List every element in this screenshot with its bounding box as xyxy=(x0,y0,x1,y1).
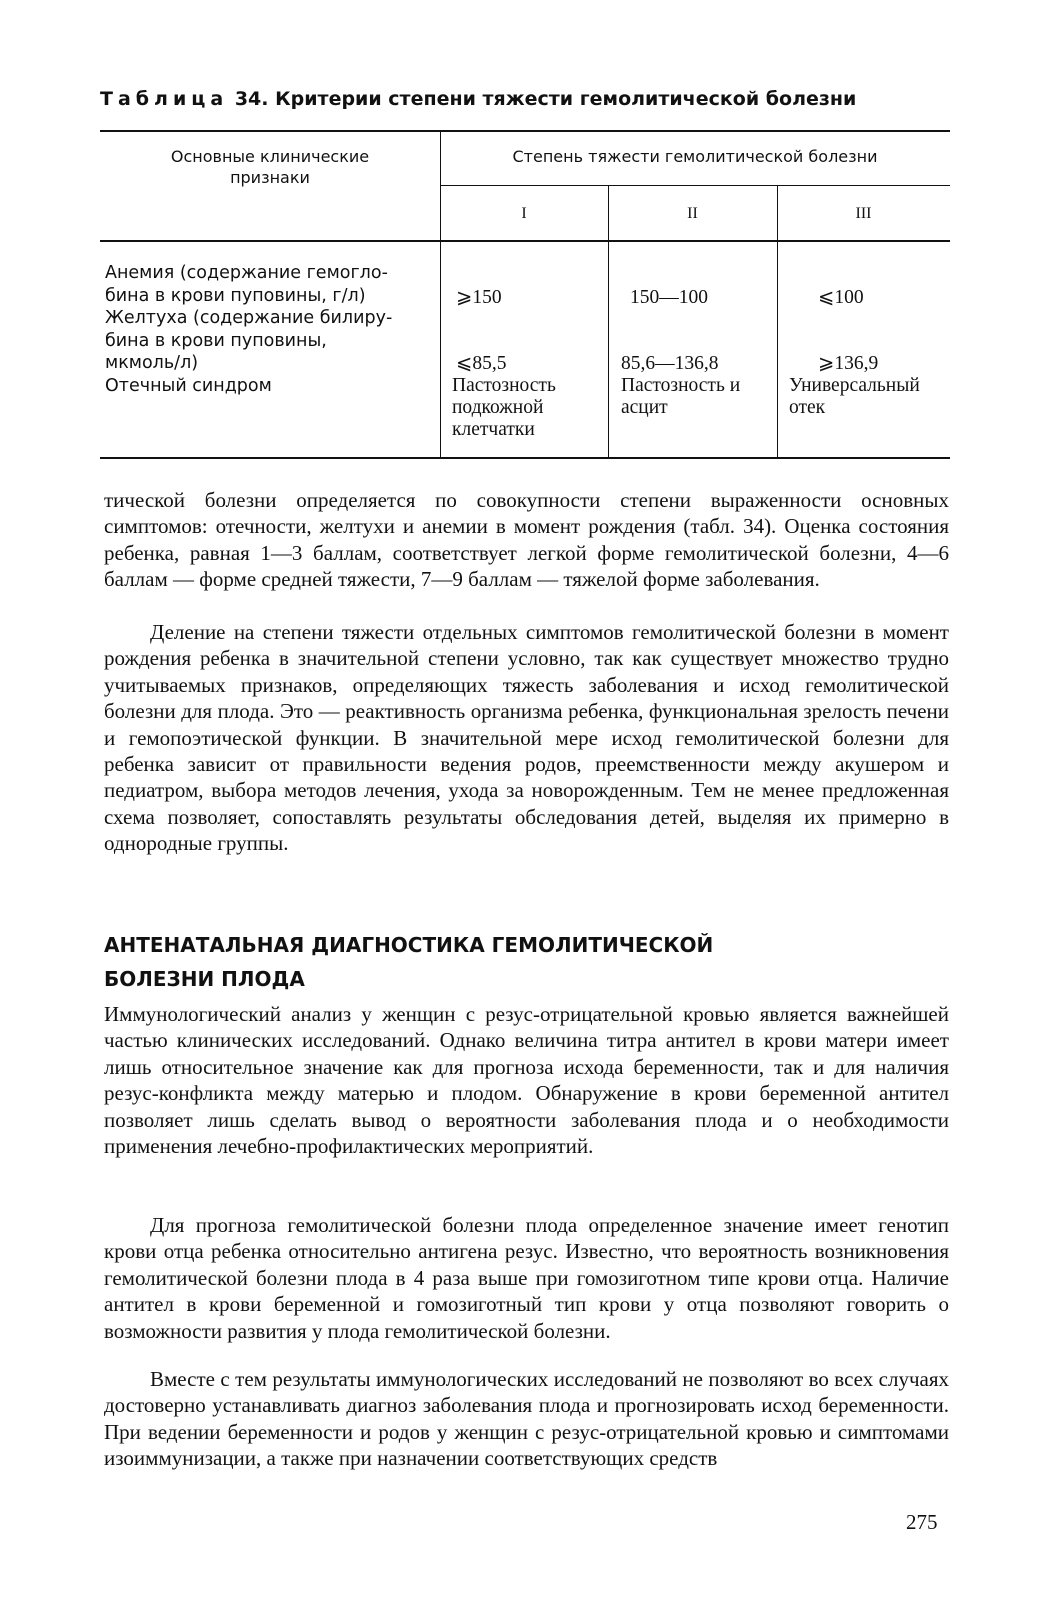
row-labels xyxy=(105,262,433,397)
anemia-degree-1: ⩾150 xyxy=(456,287,502,308)
paragraph-2: Деление на степени тяжести отдельных симптомов гемолитической болезни в момент рождения ребенка в значительной степени условно, так как существует множество трудно учитываемых признаков, определяющих тяжесть заболевания и исход гемолитической болезни для плода. Это — реактивность организма ребенка, функциональная зрелость печени и гемопоэтической функции. В значительной мере исход гемолитической болезни для ребенка зависит от правильности ведения родов, преемственности между акушером и педиатром, выбора методов лечения, ухода за новорожденным. Тем не менее предложенная схема позволяет, сопоставлять результаты обследования детей, выделяя их примерно в однородные группы. xyxy=(104,620,949,856)
degree-header-3: III xyxy=(855,205,872,222)
table-group-rule xyxy=(440,185,950,186)
row-label-jaundice-l1: Желтуха (содержание билиру- xyxy=(105,308,393,328)
paragraph-1: тической болезни определяется по совокупности степени выраженности основных симптомов: отечности, желтухи и анемии в момент рождения (табл. 34). Оценка состояния ребенка, равная 1—3 баллам, соответствует легкой форме гемолитической болезни, 4—6 баллам — форме средней тяжести, 7—9 баллам — тяжелой форме заболевания. xyxy=(104,488,949,592)
table-caption-label: Таблица xyxy=(100,88,229,110)
edema-degree-1-l3: клетчатки xyxy=(452,419,535,440)
degree-header-2: II xyxy=(687,205,698,222)
table-caption-number: 34. xyxy=(234,88,269,110)
column-group-header: Степень тяжести гемолитической болезни xyxy=(512,147,878,166)
edema-degree-3 xyxy=(789,375,920,419)
table-caption-title: Критерии степени тяжести гемолитической болезни xyxy=(275,88,857,110)
edema-degree-2-l1: Пастозность и xyxy=(621,375,741,396)
section-heading xyxy=(104,928,949,996)
row-label-anemia-l2: бина в крови пуповины, г/л) xyxy=(105,285,366,306)
paragraph-3: Иммунологический анализ у женщин с резус-отрицательной кровью является важнейшей частью клинических исследований. Однако величина титра антител в крови матери имеет лишь относительное значение как для прогноза исхода беременности, так и для наличия резус-конфликта между матерью и плодом. Обнаружение в крови беременной антител позволяет лишь сделать вывод о вероятности заболевания плода и о необходимости применения лечебно-профилактических мероприятий. xyxy=(104,1002,949,1159)
edema-degree-1-l1: Пастозность xyxy=(452,375,556,396)
degree-header-1: I xyxy=(521,205,527,222)
edema-degree-3-l1: Универсальный xyxy=(789,375,920,396)
anemia-degree-2: 150—100 xyxy=(630,287,708,308)
edema-degree-2 xyxy=(621,375,740,419)
column-header-main-line2: признаки xyxy=(230,168,310,187)
row-label-jaundice-l3: мкмоль/л) xyxy=(105,353,199,373)
section-heading-line2: БОЛЕЗНИ ПЛОДА xyxy=(104,967,305,991)
page-number: 275 xyxy=(906,1510,938,1534)
edema-degree-1-l2: подкожной xyxy=(452,397,544,418)
paragraph-5: Вместе с тем результаты иммунологических исследований не позволяют во всех случаях достоверно устанавливать диагноз заболевания плода и прогнозировать исход беременности. При ведении беременности и родов у женщин с резус-отрицательной кровью и симптомами изоиммунизации, а также при назначении соответствующих средств xyxy=(104,1367,949,1471)
severity-table xyxy=(100,130,950,460)
table-vrule-3 xyxy=(777,185,778,458)
edema-degree-1 xyxy=(452,375,556,441)
table-header-rule xyxy=(100,240,950,242)
edema-degree-3-l2: отек xyxy=(789,397,826,418)
jaundice-degree-1: ⩽85,5 xyxy=(456,353,507,374)
table-bottom-rule xyxy=(100,457,950,459)
row-label-edema: Отечный синдром xyxy=(105,375,272,396)
table-vrule-1 xyxy=(440,130,441,458)
edema-degree-2-l2: асцит xyxy=(621,397,668,418)
jaundice-degree-3: ⩾136,9 xyxy=(818,353,879,374)
jaundice-degree-2: 85,6—136,8 xyxy=(621,353,719,374)
table-vrule-2 xyxy=(608,185,609,458)
anemia-degree-3: ⩽100 xyxy=(818,287,864,308)
column-header-main-line1: Основные клинические xyxy=(170,147,370,166)
section-heading-line1: АНТЕНАТАЛЬНАЯ ДИАГНОСТИКА ГЕМОЛИТИЧЕСКОЙ xyxy=(104,933,714,957)
row-label-jaundice-l2: бина в крови пуповины, xyxy=(105,330,327,351)
column-header-main xyxy=(100,146,440,188)
row-label-anemia-l1: Анемия (содержание гемогло- xyxy=(105,263,388,283)
paragraph-4: Для прогноза гемолитической болезни плода определенное значение имеет генотип крови отца ребенка относительно антигена резус. Известно, что вероятность возникновения гемолитической болезни плода в 4 раза выше при гомозиготном типе крови отца. Наличие антител в крови беременной и гомозиготный тип крови у отца позволяют говорить о возможности развития у плода гемолитической болезни. xyxy=(104,1213,949,1343)
table-caption xyxy=(100,88,960,110)
table-top-rule xyxy=(100,130,950,132)
